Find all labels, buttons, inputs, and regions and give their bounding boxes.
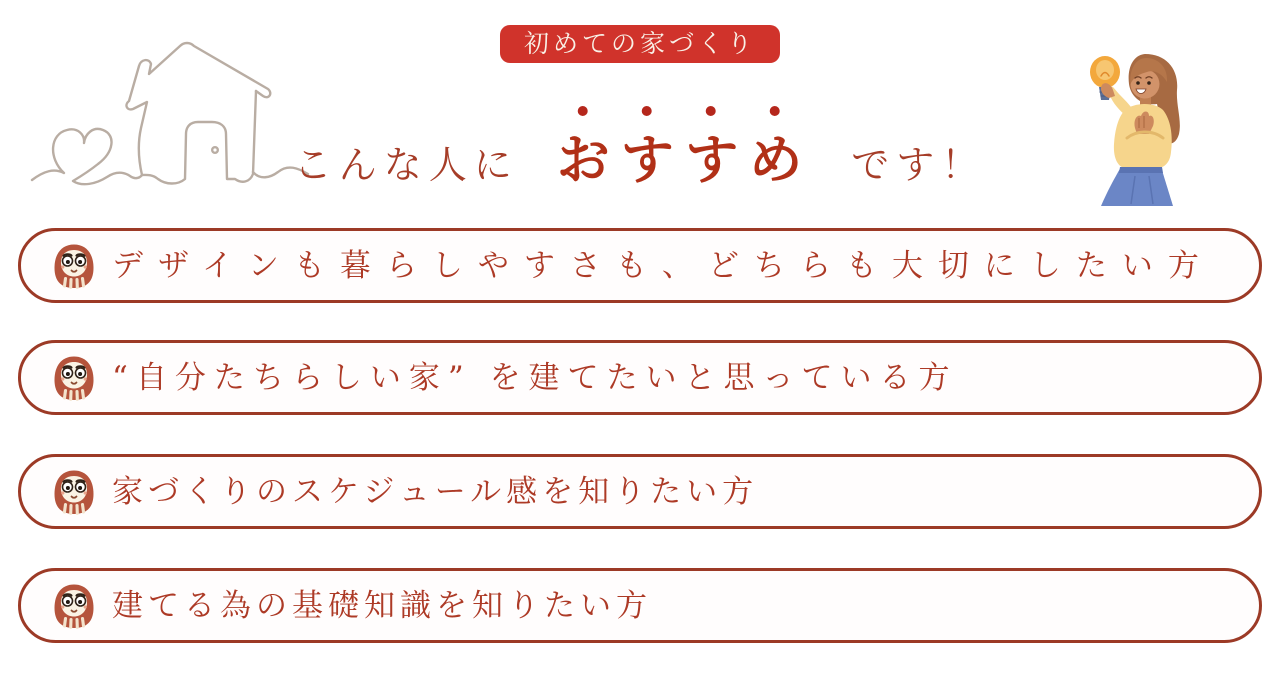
daruma-icon	[50, 468, 98, 516]
headline-emphasis: おすすめ	[556, 129, 814, 191]
top-badge-label: 初めての家づくり	[523, 29, 757, 58]
emphasis-dot	[706, 106, 716, 116]
headline-emphasis-wrap	[556, 129, 814, 191]
recommendation-item	[18, 568, 1262, 643]
headline-suffix: です！	[851, 143, 987, 187]
emphasis-dot	[578, 106, 588, 116]
woman-idea-illustration	[1083, 28, 1193, 208]
daruma-icon	[50, 354, 98, 402]
daruma-icon	[50, 582, 98, 630]
emphasis-dot	[770, 106, 780, 116]
emphasis-dot	[642, 106, 652, 116]
emphasis-dots	[557, 106, 814, 116]
recommendation-text: “自分たちらしい家” を建てたいと思っている方	[112, 360, 958, 396]
recommendation-text: 家づくりのスケジュール感を知りたい方	[112, 474, 759, 510]
recommendation-text: デザインも暮らしやすさも、どちらも大切にしたい方	[112, 248, 1214, 284]
top-badge	[500, 25, 780, 63]
recommendation-item	[18, 228, 1262, 303]
headline-prefix: こんな人に	[293, 143, 519, 187]
headline	[293, 129, 987, 191]
recommendation-text: 建てる為の基礎知識を知りたい方	[112, 588, 652, 624]
house-heart-doodle-illustration	[30, 22, 310, 207]
recommendation-item	[18, 454, 1262, 529]
daruma-icon	[50, 242, 98, 290]
recommendation-item	[18, 340, 1262, 415]
